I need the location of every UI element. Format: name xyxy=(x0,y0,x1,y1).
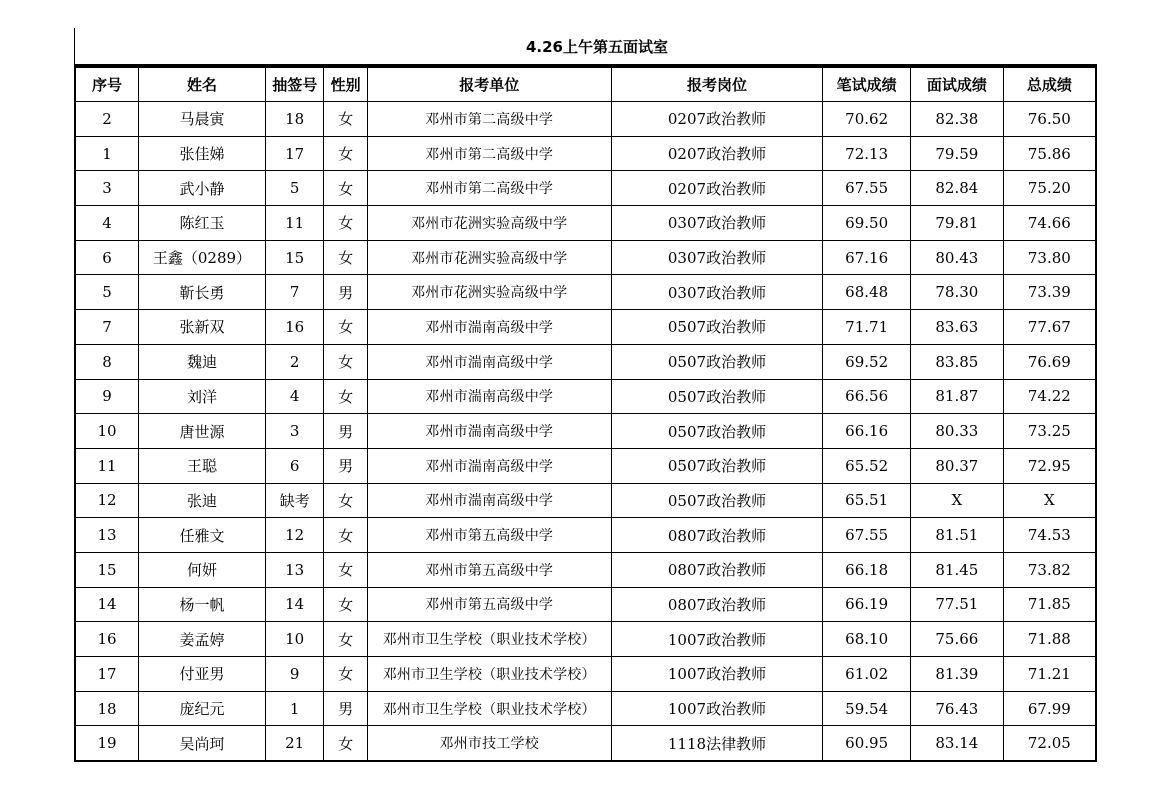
cell-name: 张迪 xyxy=(138,483,265,518)
cell-name: 张新双 xyxy=(138,310,265,345)
cell-written-score: 68.48 xyxy=(823,275,911,310)
cell-gender: 女 xyxy=(324,518,367,553)
table-row xyxy=(75,379,1096,414)
cell-seq: 8 xyxy=(75,344,138,379)
table-row xyxy=(75,691,1096,726)
cell-name: 何妍 xyxy=(138,552,265,587)
cell-gender: 女 xyxy=(324,206,367,241)
cell-total-score: 71.85 xyxy=(1003,587,1096,622)
cell-unit: 邓州市湍南高级中学 xyxy=(367,448,611,483)
cell-written-score: 68.10 xyxy=(823,622,911,657)
table-row xyxy=(75,587,1096,622)
cell-gender: 男 xyxy=(324,414,367,449)
table-header-row xyxy=(75,67,1096,102)
cell-written-score: 59.54 xyxy=(823,691,911,726)
cell-name: 靳长勇 xyxy=(138,275,265,310)
cell-total-score: 73.39 xyxy=(1003,275,1096,310)
cell-gender: 女 xyxy=(324,587,367,622)
cell-position: 0207政治教师 xyxy=(611,102,823,137)
cell-draw-number: 6 xyxy=(265,448,323,483)
cell-written-score: 69.50 xyxy=(823,206,911,241)
cell-written-score: 61.02 xyxy=(823,657,911,692)
table-row xyxy=(75,518,1096,553)
cell-name: 付亚男 xyxy=(138,657,265,692)
table-row xyxy=(75,483,1096,518)
cell-draw-number: 4 xyxy=(265,379,323,414)
cell-interview-score: X xyxy=(910,483,1003,518)
cell-total-score: 76.50 xyxy=(1003,102,1096,137)
table-row xyxy=(75,657,1096,692)
cell-interview-score: 81.39 xyxy=(910,657,1003,692)
cell-interview-score: 81.87 xyxy=(910,379,1003,414)
score-table xyxy=(74,66,1097,762)
cell-position: 0507政治教师 xyxy=(611,310,823,345)
table-row xyxy=(75,552,1096,587)
cell-gender: 女 xyxy=(324,483,367,518)
cell-name: 王鑫（0289） xyxy=(138,240,265,275)
cell-position: 0507政治教师 xyxy=(611,448,823,483)
header-total-score: 总成绩 xyxy=(1003,67,1096,102)
cell-position: 0507政治教师 xyxy=(611,414,823,449)
cell-draw-number: 9 xyxy=(265,657,323,692)
cell-total-score: 74.66 xyxy=(1003,206,1096,241)
cell-gender: 女 xyxy=(324,171,367,206)
cell-total-score: 74.22 xyxy=(1003,379,1096,414)
table-row xyxy=(75,344,1096,379)
cell-seq: 3 xyxy=(75,171,138,206)
cell-position: 1007政治教师 xyxy=(611,622,823,657)
cell-draw-number: 13 xyxy=(265,552,323,587)
cell-name: 陈红玉 xyxy=(138,206,265,241)
cell-unit: 邓州市第二高级中学 xyxy=(367,171,611,206)
cell-interview-score: 82.38 xyxy=(910,102,1003,137)
cell-position: 1007政治教师 xyxy=(611,657,823,692)
cell-position: 0507政治教师 xyxy=(611,344,823,379)
cell-written-score: 71.71 xyxy=(823,310,911,345)
cell-position: 0507政治教师 xyxy=(611,483,823,518)
table-row xyxy=(75,275,1096,310)
cell-total-score: 74.53 xyxy=(1003,518,1096,553)
cell-draw-number: 缺考 xyxy=(265,483,323,518)
cell-unit: 邓州市花洲实验高级中学 xyxy=(367,275,611,310)
cell-name: 武小静 xyxy=(138,171,265,206)
cell-written-score: 65.51 xyxy=(823,483,911,518)
header-draw-number: 抽签号 xyxy=(265,67,323,102)
table-row xyxy=(75,240,1096,275)
cell-draw-number: 5 xyxy=(265,171,323,206)
cell-interview-score: 76.43 xyxy=(910,691,1003,726)
cell-position: 1118法律教师 xyxy=(611,726,823,761)
cell-gender: 女 xyxy=(324,726,367,761)
cell-draw-number: 16 xyxy=(265,310,323,345)
cell-position: 1007政治教师 xyxy=(611,691,823,726)
table-row xyxy=(75,102,1096,137)
cell-seq: 7 xyxy=(75,310,138,345)
cell-gender: 女 xyxy=(324,240,367,275)
cell-written-score: 66.18 xyxy=(823,552,911,587)
cell-total-score: 72.95 xyxy=(1003,448,1096,483)
cell-total-score: 76.69 xyxy=(1003,344,1096,379)
cell-draw-number: 3 xyxy=(265,414,323,449)
cell-draw-number: 18 xyxy=(265,102,323,137)
header-written-score: 笔试成绩 xyxy=(823,67,911,102)
cell-interview-score: 81.45 xyxy=(910,552,1003,587)
cell-written-score: 60.95 xyxy=(823,726,911,761)
cell-gender: 女 xyxy=(324,657,367,692)
cell-position: 0807政治教师 xyxy=(611,518,823,553)
cell-unit: 邓州市第五高级中学 xyxy=(367,552,611,587)
cell-name: 唐世源 xyxy=(138,414,265,449)
cell-interview-score: 82.84 xyxy=(910,171,1003,206)
cell-position: 0807政治教师 xyxy=(611,552,823,587)
cell-draw-number: 21 xyxy=(265,726,323,761)
cell-draw-number: 15 xyxy=(265,240,323,275)
cell-seq: 13 xyxy=(75,518,138,553)
cell-draw-number: 2 xyxy=(265,344,323,379)
cell-gender: 女 xyxy=(324,622,367,657)
table-row xyxy=(75,414,1096,449)
cell-seq: 15 xyxy=(75,552,138,587)
cell-name: 吴尚珂 xyxy=(138,726,265,761)
cell-draw-number: 11 xyxy=(265,206,323,241)
table-row xyxy=(75,448,1096,483)
cell-unit: 邓州市卫生学校（职业技术学校） xyxy=(367,691,611,726)
cell-gender: 女 xyxy=(324,102,367,137)
cell-written-score: 67.55 xyxy=(823,171,911,206)
cell-total-score: 71.21 xyxy=(1003,657,1096,692)
cell-written-score: 66.16 xyxy=(823,414,911,449)
cell-total-score: 75.20 xyxy=(1003,171,1096,206)
cell-gender: 男 xyxy=(324,691,367,726)
cell-unit: 邓州市卫生学校（职业技术学校） xyxy=(367,622,611,657)
cell-written-score: 66.56 xyxy=(823,379,911,414)
cell-written-score: 66.19 xyxy=(823,587,911,622)
cell-interview-score: 78.30 xyxy=(910,275,1003,310)
cell-seq: 19 xyxy=(75,726,138,761)
table-row xyxy=(75,622,1096,657)
cell-position: 0807政治教师 xyxy=(611,587,823,622)
cell-total-score: 71.88 xyxy=(1003,622,1096,657)
header-gender: 性别 xyxy=(324,67,367,102)
cell-position: 0307政治教师 xyxy=(611,275,823,310)
cell-draw-number: 17 xyxy=(265,136,323,171)
cell-name: 任雅文 xyxy=(138,518,265,553)
cell-total-score: 67.99 xyxy=(1003,691,1096,726)
cell-draw-number: 14 xyxy=(265,587,323,622)
cell-seq: 10 xyxy=(75,414,138,449)
cell-seq: 17 xyxy=(75,657,138,692)
cell-written-score: 72.13 xyxy=(823,136,911,171)
cell-written-score: 67.55 xyxy=(823,518,911,553)
cell-unit: 邓州市花洲实验高级中学 xyxy=(367,206,611,241)
cell-name: 魏迪 xyxy=(138,344,265,379)
cell-gender: 女 xyxy=(324,379,367,414)
sheet-title: 4.26上午第五面试室 xyxy=(74,28,1097,66)
cell-seq: 16 xyxy=(75,622,138,657)
cell-gender: 女 xyxy=(324,344,367,379)
cell-name: 刘洋 xyxy=(138,379,265,414)
cell-interview-score: 80.43 xyxy=(910,240,1003,275)
cell-seq: 4 xyxy=(75,206,138,241)
cell-interview-score: 83.85 xyxy=(910,344,1003,379)
cell-interview-score: 79.59 xyxy=(910,136,1003,171)
cell-unit: 邓州市第二高级中学 xyxy=(367,136,611,171)
cell-seq: 18 xyxy=(75,691,138,726)
cell-unit: 邓州市第五高级中学 xyxy=(367,518,611,553)
cell-name: 庞纪元 xyxy=(138,691,265,726)
cell-unit: 邓州市第五高级中学 xyxy=(367,587,611,622)
cell-seq: 14 xyxy=(75,587,138,622)
cell-written-score: 70.62 xyxy=(823,102,911,137)
header-unit: 报考单位 xyxy=(367,67,611,102)
cell-position: 0307政治教师 xyxy=(611,206,823,241)
cell-gender: 女 xyxy=(324,552,367,587)
score-sheet xyxy=(74,28,1097,762)
cell-position: 0207政治教师 xyxy=(611,171,823,206)
cell-gender: 男 xyxy=(324,275,367,310)
cell-unit: 邓州市技工学校 xyxy=(367,726,611,761)
cell-unit: 邓州市湍南高级中学 xyxy=(367,310,611,345)
cell-position: 0507政治教师 xyxy=(611,379,823,414)
cell-interview-score: 80.37 xyxy=(910,448,1003,483)
cell-unit: 邓州市湍南高级中学 xyxy=(367,379,611,414)
cell-name: 王聪 xyxy=(138,448,265,483)
cell-unit: 邓州市花洲实验高级中学 xyxy=(367,240,611,275)
cell-seq: 1 xyxy=(75,136,138,171)
cell-interview-score: 83.14 xyxy=(910,726,1003,761)
table-row xyxy=(75,171,1096,206)
cell-gender: 女 xyxy=(324,136,367,171)
cell-interview-score: 81.51 xyxy=(910,518,1003,553)
cell-total-score: 73.25 xyxy=(1003,414,1096,449)
cell-written-score: 67.16 xyxy=(823,240,911,275)
cell-draw-number: 10 xyxy=(265,622,323,657)
cell-seq: 5 xyxy=(75,275,138,310)
table-row xyxy=(75,206,1096,241)
cell-total-score: 73.82 xyxy=(1003,552,1096,587)
cell-name: 马晨寅 xyxy=(138,102,265,137)
cell-name: 杨一帆 xyxy=(138,587,265,622)
cell-seq: 2 xyxy=(75,102,138,137)
cell-unit: 邓州市湍南高级中学 xyxy=(367,483,611,518)
cell-position: 0207政治教师 xyxy=(611,136,823,171)
cell-name: 张佳娣 xyxy=(138,136,265,171)
header-interview-score: 面试成绩 xyxy=(910,67,1003,102)
cell-seq: 6 xyxy=(75,240,138,275)
cell-total-score: X xyxy=(1003,483,1096,518)
cell-unit: 邓州市湍南高级中学 xyxy=(367,414,611,449)
cell-total-score: 72.05 xyxy=(1003,726,1096,761)
cell-unit: 邓州市第二高级中学 xyxy=(367,102,611,137)
cell-total-score: 75.86 xyxy=(1003,136,1096,171)
cell-interview-score: 75.66 xyxy=(910,622,1003,657)
cell-interview-score: 77.51 xyxy=(910,587,1003,622)
cell-written-score: 65.52 xyxy=(823,448,911,483)
cell-seq: 12 xyxy=(75,483,138,518)
cell-draw-number: 7 xyxy=(265,275,323,310)
cell-gender: 男 xyxy=(324,448,367,483)
table-row xyxy=(75,136,1096,171)
cell-total-score: 77.67 xyxy=(1003,310,1096,345)
cell-draw-number: 12 xyxy=(265,518,323,553)
header-seq: 序号 xyxy=(75,67,138,102)
cell-name: 姜孟婷 xyxy=(138,622,265,657)
cell-interview-score: 83.63 xyxy=(910,310,1003,345)
cell-interview-score: 79.81 xyxy=(910,206,1003,241)
cell-written-score: 69.52 xyxy=(823,344,911,379)
cell-position: 0307政治教师 xyxy=(611,240,823,275)
cell-seq: 9 xyxy=(75,379,138,414)
cell-interview-score: 80.33 xyxy=(910,414,1003,449)
cell-total-score: 73.80 xyxy=(1003,240,1096,275)
cell-unit: 邓州市湍南高级中学 xyxy=(367,344,611,379)
table-row xyxy=(75,726,1096,761)
cell-unit: 邓州市卫生学校（职业技术学校） xyxy=(367,657,611,692)
table-row xyxy=(75,310,1096,345)
header-name: 姓名 xyxy=(138,67,265,102)
cell-seq: 11 xyxy=(75,448,138,483)
header-position: 报考岗位 xyxy=(611,67,823,102)
cell-draw-number: 1 xyxy=(265,691,323,726)
cell-gender: 女 xyxy=(324,310,367,345)
